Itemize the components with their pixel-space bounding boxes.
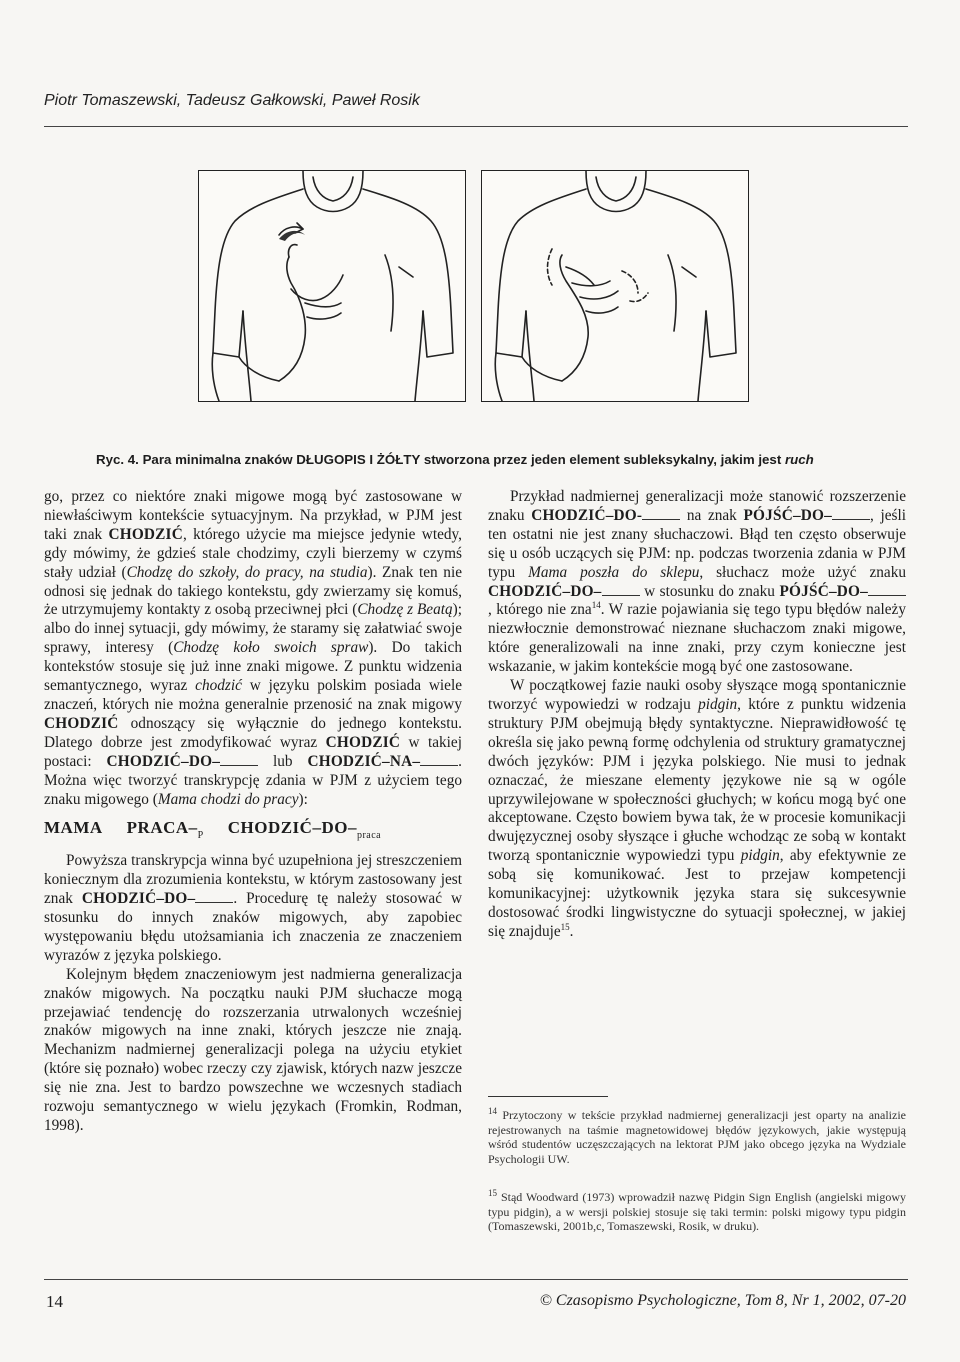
footnote-rule <box>488 1096 608 1097</box>
right-column <box>488 488 906 942</box>
left-paragraph-2: Powyższa transkrypcja winna być uzupełniona jej streszczeniem koniecznym dla zrozumienia kontekstu, w którym zastosowany jest znak CHODZIĆ–DO– . Procedurę tę należy stosować w stosunku do innych znaków migowych, aby zapobiec występowaniu błędu utożsamiania ich znaczenia ze znaczeniem wyrazów z języka polskiego. <box>44 852 462 964</box>
left-column <box>44 488 462 1136</box>
footnote-14: $^{14}$ Przytoczony w tekście przykład nadmiernej generalizacji jest oparty na analizie rejestrowanych na taśmie magnetowidowej błędów językowych, jakie występują wśród studentów uczęszczających na lektorat PJM jako obcego języka na Wydziale Psychologii UW. <box>488 1106 906 1166</box>
figure-panel-zolty <box>481 170 749 402</box>
figure-caption <box>96 452 876 467</box>
right-paragraph-1: Przykład nadmiernej generalizacji może stanowić rozszerzenie znaku CHODZIĆ–DO- na znak PÓJŚĆ–DO– , jeśli ten ostatni nie jest znany słuchaczowi. Błąd ten często obserwuje się u osób uczących się PJM: np. podczas tworzenia zdania w PJM typu Mama poszła do sklepu, słuchacz może użyć znaku CHODZIĆ–DO– w stosunku do znaku PÓJŚĆ–DO–, którego nie zna$^{14}$. W razie pojawiania się tego typu błędów należy niezwłocznie demonstrować nieznane słuchaczom znaki migowe, które generalizowali na inne znaki, przy czym konieczne jest wskazanie, w jakim kontekście mogą być one zastosowane. <box>488 488 906 676</box>
caption-text: Ryc. 4. Para minimalna znaków DŁUGOPIS I ŻÓŁTY stworzona przez jeden element subleksykalny, jakim jest <box>96 452 785 467</box>
transcription-formula: MAMA PRACA–$_P$ CHODZIĆ–$DO-_{praca}$ <box>44 818 382 842</box>
figure-panel-dlugopis <box>198 170 466 402</box>
page-number: 14 <box>46 1292 63 1311</box>
signer-illustration-right <box>482 171 748 401</box>
signer-illustration-left <box>199 171 465 401</box>
header-rule <box>44 126 908 127</box>
right-paragraph-2: W początkowej fazie nauki osoby słyszące mogą spontanicznie tworzyć wypowiedzi w rodzaju pidgin, które z punktu widzenia struktury PJM obejmują błędy syntaktyczne. Nieprawidłowość tę określa się jako pewną formę odchylenia od struktury gramatycznej dwóch języków: PJM i języka polskiego. Nie musi to jednak oznaczać, że mieszane elementy językowe nie są w ogóle uprzywilejowane w społeczności głuchych; w końcu mogą być one akceptowane. Często bowiem bywa tak, że w procesie komunikacji dwujęzycznej osoby słyszące i głuche wchodząc ze sobą w kontakt tworzą spontanicznie wypowiedzi typu pidgin, aby efektywnie ze sobą się komunikować. Jest to przejaw kompetencji komunikacyjnej: użytkownik języka stara się sukcesywnie dostosować środki lingwistyczne do sytuacji społecznej, w jakiej się znajduje$^{15}$. <box>488 677 907 940</box>
figure-sign-pair <box>198 170 768 414</box>
left-paragraph-3: Kolejnym błędem znaczeniowym jest nadmierna generalizacja znaków migowych. Na początku nauki PJM słuchacze mogą przejawiać tendencję do rozszerzania utrwalonych wcześniej znaków migowych na inne znaki, których jeszcze nie znają. Mechanizm nadmiernej generalizacji polega na użyciu etykiet (które się poznało) wobec rzeczy czy zjawisk, których nazw jeszcze się nie zna. Jest to bardzo powszechne we wczesnych stadiach rozwoju semantycznego w wielu językach (Fromkin, Rodman, 1998). <box>44 965 462 1134</box>
left-paragraph-1: go, przez co niektóre znaki migowe mogą być zastosowane w niewłaściwym kontekście sytuacyjnym. Na przykład, w PJM jest taki znak CHODZIĆ, którego użycie ma miejsce jedynie wtedy, gdy mówimy, że gdzieś stale chodzimy, czyli bierzemy w czymś stały udział (Chodzę do szkoły, do pracy, na studia). Znak ten nie odnosi się jednak do takiego kontekstu, gdy zwierzamy się komuś, że utrzymujemy kontakty z osobą przeciwnej płci (Chodzę z Beatą); albo do innej sytuacji, gdy mówimy, że staramy się załatwiać swoje sprawy, interesy (Chodzę koło swoich spraw). Do takich kontekstów stosuje się już inne znaki migowe. Z punktu widzenia semantycznego, wyraz chodzić w języku polskim posiada wiele znaczeń, których nie można generalnie przenosić na znak migowy CHODZIĆ odnoszący się wyłącznie do jednego kontekstu. Dlatego dobrze jest zmodyfikować wyraz CHODZIĆ w takiej postaci: CHODZIĆ–DO– lub CHODZIĆ–NA– . Można więc tworzyć transkrypcję zdania w PJM z użyciem tego znaku migowego (Mama chodzi do pracy): <box>44 488 463 808</box>
running-header: Piotr Tomaszewski, Tadeusz Gałkowski, Paweł Rosik <box>44 92 420 109</box>
footer-rule <box>44 1279 908 1280</box>
footnote-15: $^{15}$ Stąd Woodward (1973) wprowadził nazwę Pidgin Sign English (angielski migowy typu pidgin), a w wersji polskiej stosuje się taki termin: polski migowy typu pidgin (Tomaszewski, 2001b,c, Tomaszewski, Rosik, w druku). <box>488 1188 906 1234</box>
caption-italic-term: ruch <box>784 452 814 467</box>
journal-citation: © Czasopismo Psychologiczne, Tom 8, Nr 1, 2002, 07-20 <box>539 1292 906 1309</box>
